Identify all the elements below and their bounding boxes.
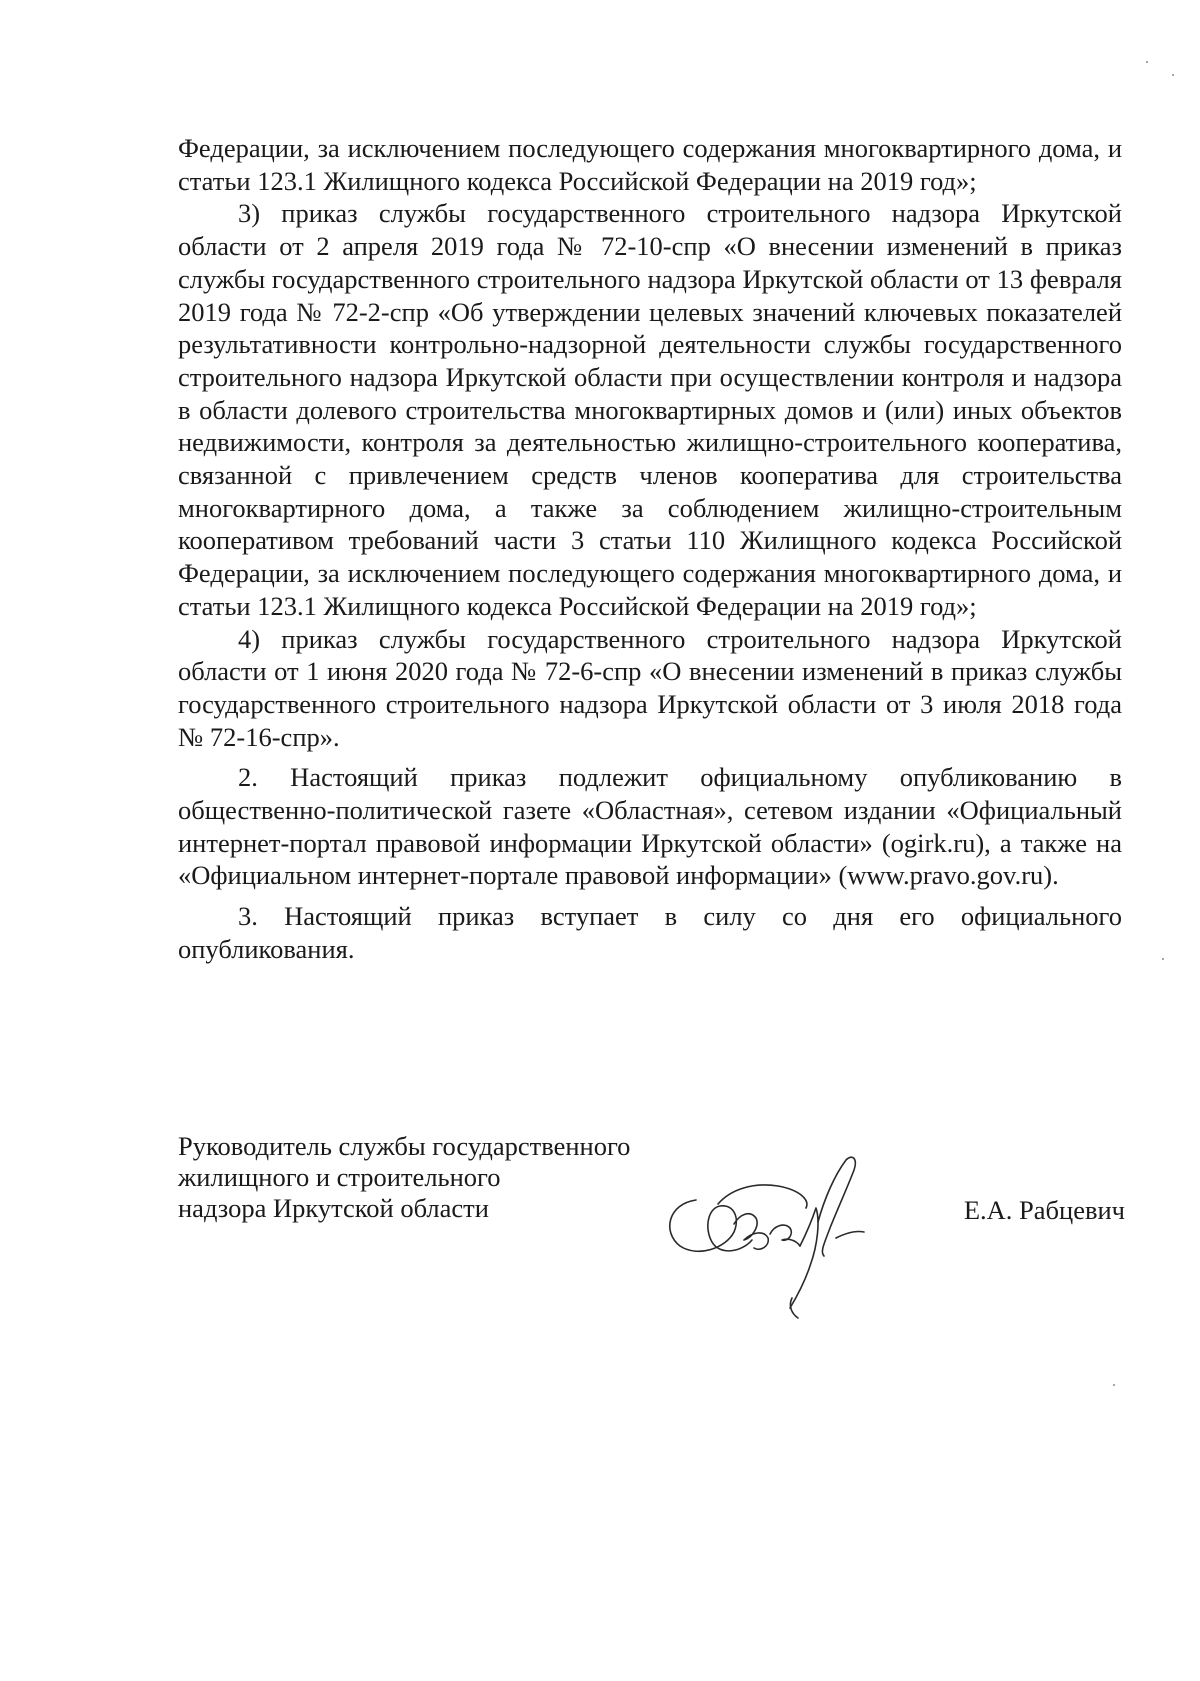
paragraph-item-3: 3) приказ службы государственного строительного надзора Иркутской области от 2 апреля 2019 года № 72-10-спр «О внесении изменений в приказ службы государственного строительного надзора Иркутской области от 13 февраля 2019 года № 72-2-спр «Об утверждении целевых значений ключевых показателей результативности контрольно-надзорной деятельности службы государственного строительного надзора Иркутской области при осуществлении контроля и надзора в области долевого строительства многоквартирных домов и (или) иных объектов недвижимости, контроля за деятельностью жилищно-строительного кооператива, связанной с привлечением средств членов кооператива для строительства многоквартирного дома, а также за соблюдением жилищно-строительным кооперативом требований части 3 статьи 110 Жилищного кодекса Российской Федерации, за исключением последующего содержания многоквартирного дома, и статьи 123.1 Жилищного кодекса Российской Федерации на 2019 год»; <box>178 198 1122 621</box>
paragraph-item-4: 4) приказ службы государственного строительного надзора Иркутской области от 1 июня 2020 года № 72-6-спр «О внесении изменений в приказ службы государственного строительного надзора Иркутской области от 3 июля 2018 года № 72-16-спр». <box>178 623 1122 752</box>
position-line: надзора Иркутской области <box>178 1193 489 1223</box>
signer-name: Е.А. Рабцевич <box>963 1195 1125 1225</box>
scan-speck <box>1113 1384 1115 1386</box>
scan-speck <box>1172 74 1174 76</box>
signatory-position <box>178 1131 698 1224</box>
paragraph-continuation: Федерации, за исключением последующего содержания многоквартирного дома, и статьи 123.1 Жилищного кодекса Российской Федерации на 2019 год»; <box>178 133 1122 196</box>
paragraph-clause-3: 3. Настоящий приказ вступает в силу со дня его официального опубликования. <box>178 901 1122 964</box>
handwritten-signature <box>660 1148 910 1338</box>
scan-speck <box>1162 958 1164 960</box>
position-line: Руководитель службы государственного <box>178 1131 631 1161</box>
scan-speck <box>1146 61 1148 63</box>
paragraph-clause-2: 2. Настоящий приказ подлежит официальному опубликованию в общественно-политической газете «Областная», сетевом издании «Официальный интернет-портал правовой информации Иркутской области» (ogirk.ru), а также на «Официальном интернет-портале правовой информации» (www.pravo.gov.ru). <box>178 762 1122 891</box>
document-body <box>178 132 1122 966</box>
position-line: жилищного и строительного <box>178 1162 501 1192</box>
